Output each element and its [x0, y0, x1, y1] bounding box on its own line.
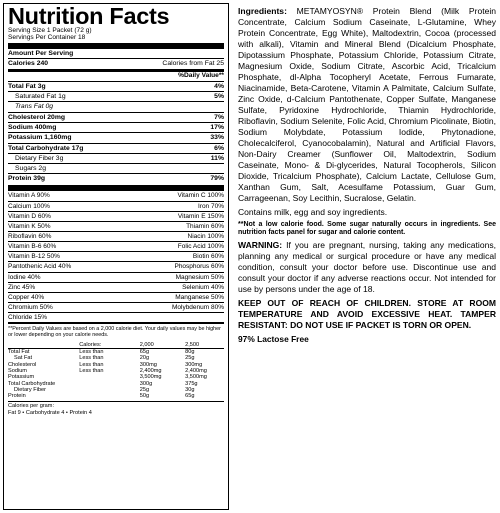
nutrient-row — [8, 81, 224, 91]
calorie-note: **Not a low calorie food. Some sugar naturally occurs in ingredients. See nutrition facts panel for sugar and calorie content. — [238, 221, 496, 237]
vitamin-row — [8, 272, 224, 282]
warning-label: WARNING: — [238, 240, 283, 251]
product-info-column — [238, 6, 496, 348]
vitamin-row — [8, 251, 224, 261]
vitamin-value: Vitamin E 150% — [177, 212, 224, 220]
table-cell: 30g — [185, 386, 195, 393]
nutrient-row — [8, 91, 224, 101]
vitamin-value: Vitamin K 50% — [8, 223, 51, 231]
table-cell: 20g — [139, 355, 150, 362]
daily-value-footnote: **Percent Daily Values are based on a 2,000 calorie diet. Your daily values may be higher or lower depending on your calorie needs. — [8, 326, 221, 339]
nutrient-row — [8, 173, 224, 183]
calories-from-fat: Calories from Fat 25 — [162, 60, 224, 68]
table-cell: Less than — [79, 361, 104, 368]
table-cell: 2,400mg — [185, 368, 207, 374]
servings-per-container: Servings Per Container 18 — [8, 34, 86, 42]
calories-per-gram-values: Fat 9 • Carbohydrate 4 • Protein 4 — [8, 409, 92, 416]
table-cell: 50g — [139, 393, 150, 400]
nutrient-row — [8, 122, 224, 132]
vitamin-value: Vitamin A 90% — [8, 192, 50, 200]
vitamin-row — [8, 191, 224, 201]
nutrient-label: Total Fat 3g — [8, 82, 46, 90]
nutrient-row — [8, 163, 224, 173]
calories-per-gram — [8, 401, 224, 416]
table-header-cell — [8, 342, 79, 349]
nutrient-daily-value: 17% — [210, 123, 224, 131]
vitamin-value: Vitamin B-12 50% — [8, 253, 60, 261]
nutrient-row — [8, 143, 224, 153]
nutrient-daily-value: 5% — [214, 93, 224, 101]
table-cell: Dietary Fiber — [14, 386, 47, 393]
serving-size: Serving Size 1 Packet (72 g) — [8, 27, 92, 34]
table-cell: Cholesterol — [8, 361, 37, 368]
vitamin-row — [8, 211, 224, 221]
table-header-cell: Calories: — [79, 341, 102, 348]
table-row — [8, 349, 224, 356]
table-cell: Less than — [79, 355, 104, 362]
vitamin-value: Iron 70% — [197, 202, 224, 210]
medium-divider — [8, 322, 224, 324]
nutrient-row — [8, 112, 224, 122]
vitamin-row — [8, 261, 224, 271]
nutrition-facts-title: Nutrition Facts — [8, 3, 170, 29]
table-cell: Sodium — [8, 368, 27, 374]
table-cell: 300g — [139, 380, 153, 387]
table-cell: 375g — [185, 380, 198, 387]
table-cell: 80g — [185, 349, 224, 356]
nutrition-facts-panel — [3, 3, 229, 510]
nutrient-row — [8, 132, 224, 142]
allergen-statement: Contains milk, egg and soy ingredients. — [238, 207, 388, 217]
vitamin-value: Niacin 100% — [187, 233, 224, 241]
vitamin-value: Vitamin D 60% — [8, 212, 51, 220]
vitamin-row — [8, 282, 224, 292]
nutrient-list — [8, 81, 224, 184]
calories-value: Calories 240 — [8, 60, 49, 68]
table-cell: 65g — [185, 393, 195, 400]
calories-per-gram-label: Calories per gram: — [8, 403, 55, 410]
table-cell: Less than — [79, 368, 104, 374]
vitamin-value: Calcium 100% — [8, 202, 50, 210]
nutrient-daily-value: 11% — [210, 154, 224, 162]
vitamin-row — [8, 221, 224, 231]
table-cell: Potassium — [8, 374, 35, 381]
table-cell: 3,500mg — [139, 374, 162, 381]
nutrient-label: Potassium 1,160mg — [8, 134, 72, 142]
nutrient-label: Protein 39g — [8, 175, 46, 183]
table-cell: Protein — [8, 393, 26, 400]
table-cell: Total Carbohydrate — [8, 380, 56, 387]
nutrient-label: Cholesterol 20mg — [8, 113, 66, 121]
ingredients-text: METAMYOSYN® Protein Blend (Milk Protein Concentrate, Calcium Sodium Caseinate, L-Glutamine, Whey Protein Concentrate, Egg White), Maltodextrin, Cocoa (processed with alkali), Vitamin and Mineral Blend (Dicalcium Phosphate, Dipotassium Phosphate, Potassium Chloride, Potassium Citrate, Magnesium Oxide, Sodium Citrate, Ascorbic Acid, Tricalcium Phosphate, dl-Alpha Tocopheryl Acetate, Ferrous Fumarate, Niacinamide, Beta-Carotene, Vitamin A Palmitate, Calcium Sulfate, Zinc Oxide, d-Calcium Pantothenate, Copper Sulfate, Manganese Sulfate, Pyridoxine Hydrochloride, Thiamin Hydrochloride, Riboflavin, Sodium Selenite, Folic Acid, Chromium Picolinate, Biotin, Sodium Molybdate, Potassium Iodide, Phytonadione, Cholecalciferol, Cyanocobalamin), Natural and Artificial Flavors, Non-Dairy Creamer (Sunflower Oil, Maltodextrin, Sodium Caseinate, Mono- & Di-glycerides, Natural Tocopherols, Silicon Dioxide, Tricalcium Phosphate), Calcium Lactate, Cellulose Gum, Xanthan Gum, Salt, Acesulfame Potassium, Guar Gum, Carrageenan, Soy Lecithin, Sucralose, Gelatin. — [238, 6, 496, 203]
vitamin-value: Riboflavin 60% — [8, 233, 52, 241]
vitamin-value: Vitamin C 100% — [177, 192, 224, 200]
nutrient-label: Trans Fat 0g — [15, 103, 54, 111]
warning-paragraph — [238, 240, 496, 295]
vitamin-row — [8, 302, 224, 312]
table-cell: 300mg — [139, 361, 157, 368]
amount-per-serving-label: Amount Per Serving — [8, 49, 74, 57]
warning-text: If you are pregnant, nursing, taking any medications, planning any medical or surgical procedure or have any medical condition, consult your doctor before use. Discontinue use and consult your doctor if any adverse reactions occur. Not intended for use by persons under the age of 18. — [238, 240, 496, 295]
vitamin-value: Iodine 40% — [8, 273, 41, 281]
nutrient-daily-value: 6% — [214, 144, 224, 152]
table-cell: Less than — [79, 349, 139, 356]
table-cell: 3,500mg — [185, 374, 207, 381]
table-cell: Sat Fat — [14, 355, 33, 362]
calories-row — [8, 58, 224, 69]
table-header-row — [8, 342, 224, 349]
vitamin-row — [8, 241, 224, 251]
vitamin-value: Copper 40% — [8, 293, 45, 301]
vitamin-value: Biotin 60% — [192, 253, 224, 261]
ingredients-paragraph — [238, 6, 496, 204]
table-cell: 25g — [185, 355, 195, 362]
nutrient-label: Sugars 2g — [15, 165, 46, 173]
table-row — [8, 393, 224, 399]
table-cell: 2,400mg — [139, 368, 162, 374]
vitamin-value: Molybdenum 80% — [171, 303, 224, 311]
vitamin-value: Folic Acid 100% — [177, 243, 224, 251]
vitamin-value: Magnesium 50% — [175, 273, 224, 281]
nutrient-label: Saturated Fat 1g — [15, 93, 66, 101]
vitamin-value: Pantothenic Acid 40% — [8, 263, 72, 271]
storage-warning: KEEP OUT OF REACH OF CHILDREN. STORE AT ROOM TEMPERATURE AND AVOID EXCESSIVE HEAT. TAMPER RESISTANT: DO NOT USE IF PACKET IS TORN OR OPEN. — [238, 298, 496, 331]
daily-value-header: %Daily Value** — [178, 71, 224, 79]
table-header-cell: 2,000 — [139, 341, 154, 348]
table-header-cell: 2,500 — [185, 341, 200, 348]
nutrient-label: Total Carbohydrate 17g — [8, 144, 84, 152]
lactose-free-claim: 97% Lactose Free — [238, 334, 309, 345]
table-cell: Total Fat — [8, 349, 79, 356]
nutrient-daily-value: 79% — [210, 175, 224, 183]
vitamin-row — [8, 231, 224, 241]
nutrient-daily-value: 7% — [214, 113, 224, 121]
vitamin-value: Vitamin B-6 60% — [8, 243, 57, 251]
nutrient-label: Dietary Fiber 3g — [15, 154, 64, 162]
vitamin-value: Chloride 15% — [8, 313, 48, 321]
table-cell: 25g — [139, 386, 150, 393]
table-cell: 300mg — [185, 361, 203, 368]
nutrient-label: Sodium 400mg — [8, 123, 57, 131]
ingredients-label: Ingredients: — [238, 6, 287, 16]
daily-value-reference-table — [8, 342, 224, 400]
vitamin-value: Chromium 50% — [8, 303, 53, 311]
vitamin-row — [8, 292, 224, 302]
vitamin-value: Manganese 50% — [175, 293, 224, 301]
vitamin-list — [8, 191, 224, 322]
vitamin-row — [8, 312, 224, 322]
nutrient-daily-value: 4% — [214, 82, 224, 90]
nutrient-daily-value: 33% — [210, 134, 224, 142]
vitamin-value: Phosphorus 60% — [174, 263, 224, 271]
vitamin-value: Selenium 40% — [182, 283, 224, 291]
table-cell: 65g — [140, 349, 185, 356]
table-cell — [79, 393, 139, 399]
nutrient-row — [8, 153, 224, 163]
vitamin-value: Thiamin 60% — [186, 223, 224, 231]
vitamin-row — [8, 201, 224, 211]
nutrient-row — [8, 101, 224, 111]
vitamin-value: Zinc 45% — [8, 283, 36, 291]
